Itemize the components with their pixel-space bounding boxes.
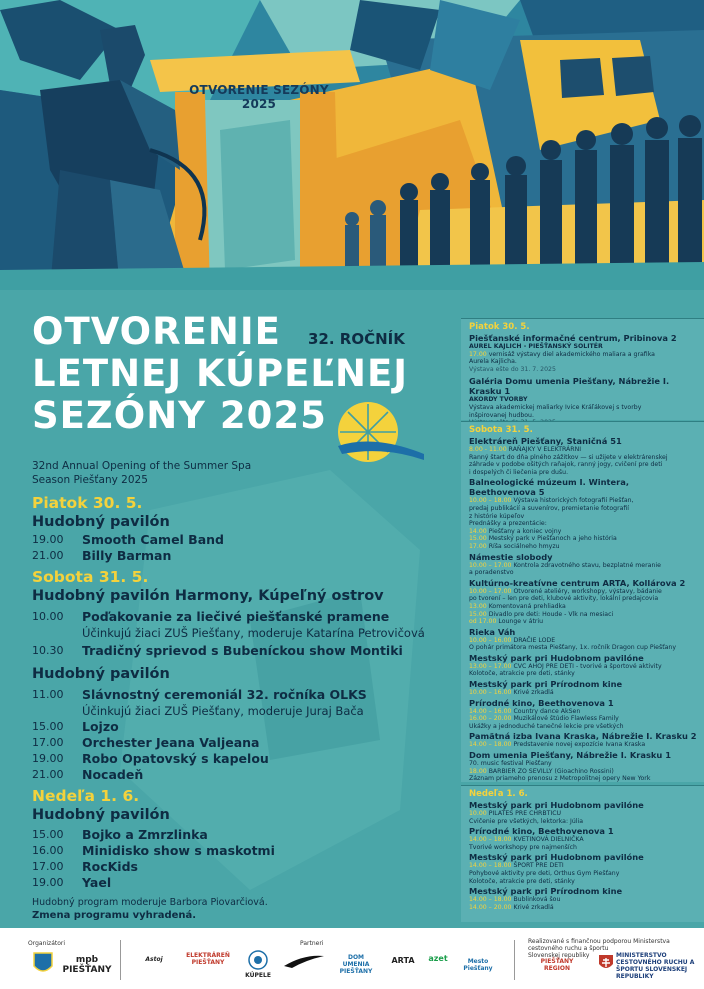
performers-text: Účinkujú žiaci ZUŠ Piešťany, moderuje Juraj Bača	[82, 704, 364, 718]
side-item-text: Záznam priameho prenosu z Metropolitnej opery New York	[469, 775, 651, 782]
side-item-line	[469, 520, 697, 528]
event-name: Slávnostný ceremoniál 32. ročníka OLKS	[82, 687, 367, 702]
edition-label: 32. ROČNÍK	[308, 330, 405, 348]
side-item-line	[469, 775, 697, 782]
change-note: Zmena programu vyhradená.	[32, 910, 197, 921]
side-item-line	[469, 562, 697, 570]
side-item-line	[469, 611, 697, 619]
title-line-3: SEZÓNY 2025	[32, 394, 327, 437]
side-item-text: Pohybové aktivity pre deti, Orthus Gym Piešťany	[469, 869, 620, 877]
event-name: Orchester Jeana Valjeana	[82, 735, 260, 750]
partner-logo: Mesto Piešťany	[463, 958, 493, 972]
side-item-text: KVETINOVÁ DIELNIČKA	[513, 836, 584, 844]
side-item-text: záhrade v podobe ošitých raňajok, ranný jogy, cvičení pre deti	[469, 461, 663, 469]
side-item-text: i dospelých či liečenia pre dušu.	[469, 468, 569, 476]
side-item-line	[469, 535, 697, 543]
side-item-time: 10.00 – 16.00	[469, 689, 512, 697]
program-row	[32, 751, 432, 767]
performers-row	[32, 625, 432, 641]
side-item-text: Lounge v átriu	[498, 618, 544, 626]
side-item-text: Tvorivé workshopy pre najmenších	[469, 843, 577, 851]
side-venue: Mestský park pri Hudobnom pavilóne	[469, 652, 644, 663]
side-venue: Mestský park pri Prírodnom kine	[469, 886, 623, 897]
program-row	[32, 827, 432, 843]
event-time: 19.00	[32, 752, 64, 765]
program-row	[32, 609, 432, 625]
side-venue: Galéria Domu umenia Piešťany, Nábrežie I. Krasku 1	[469, 376, 670, 397]
footer-logos	[0, 928, 704, 989]
program-row	[32, 875, 432, 891]
side-item-line	[469, 896, 697, 904]
side-item-text: PILATES PRE CHRBTICU	[488, 810, 562, 817]
side-item-text: Muzikálové štúdio Flawless Family	[513, 715, 619, 723]
side-item-time: 14.00 – 20.00	[469, 903, 512, 911]
event-name: Yael	[82, 875, 112, 890]
side-item-text: CVC AHOJ PRE DETI - tvorivé a športové aktivity	[513, 662, 662, 670]
side-venue: Balneologické múzeum I. Wintera, Beethovenova 5	[469, 477, 629, 498]
swoosh-logo-icon	[284, 954, 324, 968]
program-row	[32, 859, 432, 875]
program-row	[32, 767, 432, 783]
side-item-text: RAŇAJKY V ELEKTRÁRNI	[508, 446, 582, 453]
side-venue: Prírodné kino, Beethovenova 1	[469, 826, 614, 837]
side-item-time: 8.00 - 11.00	[469, 446, 507, 453]
side-item-time: 15.00	[469, 535, 487, 543]
support-line-2: Slovenskej republiky	[528, 952, 590, 959]
event-time: 21.00	[32, 549, 64, 562]
side-item-text: predaj publikácií a suvenírov, premietanie fotografií	[469, 504, 630, 512]
side-venue: Rieka Váh	[469, 626, 516, 637]
partner-logo: KÚPELE	[245, 972, 271, 979]
side-item-line	[469, 446, 697, 454]
festival-logo-icon	[334, 398, 426, 472]
partner-logo: DOM UMENIA PIEŠŤANY	[339, 954, 373, 975]
side-item-line	[469, 723, 697, 731]
event-time: 10.30	[32, 644, 64, 657]
friday-heading: Piatok 30. 5.	[32, 494, 143, 512]
program-row	[32, 735, 432, 751]
org-logo: mpb PIEŠŤANY	[62, 955, 112, 975]
side-item-text: Výstava historických fotografií Piešťan,	[513, 497, 634, 505]
side-item-text: z histórie kúpeľov	[469, 512, 525, 520]
side-item-line	[469, 810, 697, 818]
hero-illustration	[0, 0, 704, 290]
event-time: 17.00	[32, 736, 64, 749]
program-row	[32, 643, 432, 659]
event-name: Smooth Camel Band	[82, 532, 224, 547]
side-item-text: Country dance AkSen	[513, 707, 581, 715]
side-item-time: 13.00 – 17.00	[469, 662, 512, 670]
support-line-1: Realizované s finančnou podporou Ministerstva cestovného ruchu a športu	[528, 938, 670, 952]
side-item-text: vernisáž výstavy diel akademického maliara a grafika	[488, 350, 655, 358]
side-item-time: 14.00 – 18.00	[469, 741, 512, 749]
side-item-text: Komentovaná prehliadka	[488, 602, 566, 610]
side-item-line	[469, 595, 697, 603]
side-item-text: Otvorené ateliéry, workshopy, výstavy, bádanie	[513, 587, 662, 595]
side-item-line: inšpirovanej hudbou.	[469, 411, 534, 419]
side-item-time: 17.00	[469, 542, 487, 550]
side-day: Nedeľa 1. 6.	[469, 789, 528, 799]
side-item-text: Cvičenie pre všetkých, lektorka: Júlia	[469, 817, 583, 825]
event-time: 15.00	[32, 828, 64, 841]
side-item-line	[469, 505, 697, 513]
side-item-line	[469, 741, 697, 749]
side-item-text: Kolotoče, atrakcie pre deti, stánky	[469, 877, 575, 885]
side-item-text: Kolotoče, atrakcie pre deti, stánky	[469, 670, 575, 678]
side-item-text: ŠPORT PRE DETI	[513, 862, 564, 870]
side-item-title: AUREL KAJLICH - PIEŠŤANSKÝ SOLITÉR	[469, 343, 603, 350]
side-item-text: Krivé zrkadlá	[513, 903, 554, 911]
sponsor-logo: MINISTERSTVO CESTOVNÉHO RUCHU A ŠPORTU SLOVENSKEJ REPUBLIKY	[616, 952, 695, 980]
footer-divider	[514, 940, 515, 980]
partners-label: Partneri	[300, 940, 324, 947]
side-item-line	[469, 469, 697, 477]
side-item-time: 18.00	[469, 767, 487, 775]
side-item-time: 10.00	[469, 810, 487, 817]
side-item-line	[469, 844, 697, 852]
side-item-line	[469, 870, 697, 878]
side-item-text: Prednášky a prezentácie:	[469, 520, 547, 528]
side-item-time: 14.00 – 16.00	[469, 707, 512, 715]
side-item-text: Ríša sociálneho hmyzu	[488, 542, 560, 550]
side-item-line: Výstava akademickej maliarky Ivice Kráľákovej s tvorby	[469, 403, 642, 411]
side-item-text: Divadlo pre deti: Houde - Vlk na mesiaci	[488, 610, 614, 618]
side-box-sunday	[461, 785, 704, 922]
side-item-time: 14.00	[469, 527, 487, 535]
partner-logo: ARTA	[391, 956, 415, 965]
side-venue: Pamätná izba Ivana Kraska, Nábrežie I. Krasku 2	[469, 731, 697, 742]
saturday-venue-2: Hudobný pavilón	[32, 666, 170, 682]
cubist-spa-artwork	[0, 0, 704, 290]
side-item-time: 10.00 – 16.00	[469, 636, 512, 644]
program-row	[32, 687, 432, 703]
side-item-text: Kontrola zdravotného stavu, bezplatné meranie	[513, 561, 661, 569]
side-item-line: Výstava ešte do 31. 7. 2025	[469, 365, 556, 373]
side-item-time: 10.00 – 17.00	[469, 561, 512, 569]
side-item-time: 10.00 – 18.00	[469, 497, 512, 505]
side-venue: Prírodné kino, Beethovenova 1	[469, 697, 614, 708]
side-item-text: Ranný štart do dňa plného zážitkov — si užijete v elektrárenskej	[469, 453, 668, 461]
performers-row	[32, 703, 432, 719]
event-name: Billy Barman	[82, 548, 172, 563]
side-item-title: AKORDY TVORBY	[469, 396, 528, 404]
side-item-line	[469, 670, 697, 678]
side-item-line	[469, 497, 697, 505]
side-item-text: Ukážky a jednoduché tanečné lekcie pre všetkých	[469, 722, 624, 730]
moderator-note: Hudobný program moderuje Barbora Piovarčiová.	[32, 897, 268, 908]
event-name: Nocadeň	[82, 767, 144, 782]
side-item-line	[469, 862, 697, 870]
side-venue: Kultúrno-kreatívne centrum ARTA, Kollárova 2	[469, 577, 686, 588]
side-item-line	[469, 904, 697, 912]
side-item-line	[469, 818, 697, 826]
event-name: Lojzo	[82, 719, 119, 734]
slovak-coat-of-arms-icon	[598, 954, 614, 972]
event-time: 21.00	[32, 768, 64, 781]
side-item-text: Predstavenie novej expozície Ivana Kraska	[513, 741, 646, 749]
side-item-time: 15.00	[469, 610, 487, 618]
title-line-1: OTVORENIE	[32, 310, 281, 353]
side-item-time: 14.00 – 18.00	[469, 896, 512, 904]
title-line-2: LETNEJ KÚPEĽNEJ	[32, 352, 409, 395]
event-time: 19.00	[32, 876, 64, 889]
side-item-line	[469, 351, 697, 359]
main-program	[32, 494, 432, 922]
side-item-line	[469, 644, 697, 652]
side-venue: Mestský park pri Hudobnom pavilóne	[469, 800, 644, 810]
side-item-time: 13.00	[469, 602, 487, 610]
side-box-friday	[461, 318, 704, 420]
side-item-text: Piešťany a koniec vojny	[488, 527, 562, 535]
side-box-saturday	[461, 421, 704, 782]
program-row	[32, 548, 432, 564]
partner-logo: ELEKTRÁREŇ PIEŠŤANY	[186, 952, 230, 966]
side-item-line	[469, 543, 697, 551]
side-item-time: 16.00 – 20.00	[469, 715, 512, 723]
spa-emblem-icon	[248, 950, 268, 970]
partner-logo: azet	[428, 954, 448, 963]
sponsor-logo: PIEŠŤANY REGION	[540, 958, 574, 972]
side-item-line	[469, 569, 697, 577]
side-item-line	[469, 760, 697, 768]
city-crest-icon	[33, 952, 53, 976]
side-item-line	[469, 603, 697, 611]
side-day: Piatok 30. 5.	[469, 322, 530, 332]
side-venue: Mestský park pri Prírodnom kine	[469, 679, 623, 690]
event-name: Poďakovanie za liečivé piešťanské pramene	[82, 609, 390, 624]
footer-divider	[120, 940, 121, 980]
event-time: 16.00	[32, 844, 64, 857]
side-item-time: 17.00	[469, 350, 487, 358]
side-item-text: Bublinková šou	[513, 896, 561, 904]
side-item-line: Aurela Kajlicha.	[469, 358, 517, 366]
side-item-line	[469, 836, 697, 844]
event-name: Tradičný sprievod s Bubeníckou show Montiki	[82, 643, 403, 658]
sunday-venue: Hudobný pavilón	[32, 807, 170, 823]
side-item-text: Mestský park v Piešťanoch a jeho história	[488, 535, 617, 543]
subtitle-line-2: Season Piešťany 2025	[32, 474, 148, 486]
side-item-text: 70. music festival Piešťany	[469, 760, 552, 768]
side-day: Sobota 31. 5.	[469, 425, 533, 435]
event-name: Bojko a Zmrzlinka	[82, 827, 208, 842]
side-item-text: O pohár primátora mesta Piešťany, 1x. ročník Dragon cup Piešťany	[469, 644, 677, 652]
saturday-venue-1: Hudobný pavilón Harmony, Kúpeľný ostrov	[32, 588, 384, 604]
side-item-time: od 17.00	[469, 618, 497, 626]
event-time: 15.00	[32, 720, 64, 733]
side-item-line	[469, 878, 697, 886]
side-item-line	[469, 715, 697, 723]
side-venue: Piešťanské informačné centrum, Pribinova 2	[469, 333, 677, 343]
subtitle-line-1: 32nd Annual Opening of the Summer Spa	[32, 460, 252, 472]
subtitle-english	[32, 459, 251, 487]
side-item-time: 14.00 – 18.00	[469, 862, 512, 870]
side-venue: Dom umenia Piešťany, Nábrežie I. Krasku 1	[469, 750, 671, 761]
side-item-text: DRAČIE LODE	[513, 636, 556, 644]
saturday-heading: Sobota 31. 5.	[32, 568, 149, 586]
side-item-time: 14.00 – 18.00	[469, 836, 512, 844]
event-time: 11.00	[32, 688, 64, 701]
performers-text: Účinkujú žiaci ZUŠ Piešťany, moderuje Katarína Petrovičová	[82, 626, 425, 640]
side-item-text: Krivé zrkadlá	[513, 689, 554, 697]
event-time: 17.00	[32, 860, 64, 873]
program-row	[32, 719, 432, 735]
friday-venue: Hudobný pavilón	[32, 514, 170, 530]
side-venue: Mestský park pri Hudobnom pavilóne	[469, 852, 644, 863]
event-time: 19.00	[32, 533, 64, 546]
side-venue: Námestie slobody	[469, 551, 553, 562]
side-item-text: po tvorení – len pre deti, klubové aktivity, lokální predajcovia	[469, 595, 659, 603]
side-venue: Elektráreň Piešťany, Staničná 51	[469, 436, 622, 446]
side-item-line	[469, 461, 697, 469]
side-item-time: 10.00 – 17.00	[469, 587, 512, 595]
side-item-line	[469, 618, 697, 626]
side-item-text: BARBIER ZO SEVILLY (Gioachino Rossini)	[488, 767, 614, 775]
program-row	[32, 843, 432, 859]
banner-ribbon-text: OTVORENIE SEZÓNY 2025	[189, 83, 329, 111]
sunday-heading: Nedeľa 1. 6.	[32, 787, 140, 805]
side-item-text: a poradenstvo	[469, 569, 514, 577]
partner-logo: Astoj	[145, 956, 163, 963]
event-name: Robo Opatovský s kapelou	[82, 751, 269, 766]
program-row	[32, 532, 432, 548]
side-item-line	[469, 689, 697, 697]
organizers-label: Organizátori	[28, 940, 66, 947]
event-time: 10.00	[32, 610, 64, 623]
event-name: RocKids	[82, 859, 138, 874]
event-name: Minidisko show s maskotmi	[82, 843, 275, 858]
